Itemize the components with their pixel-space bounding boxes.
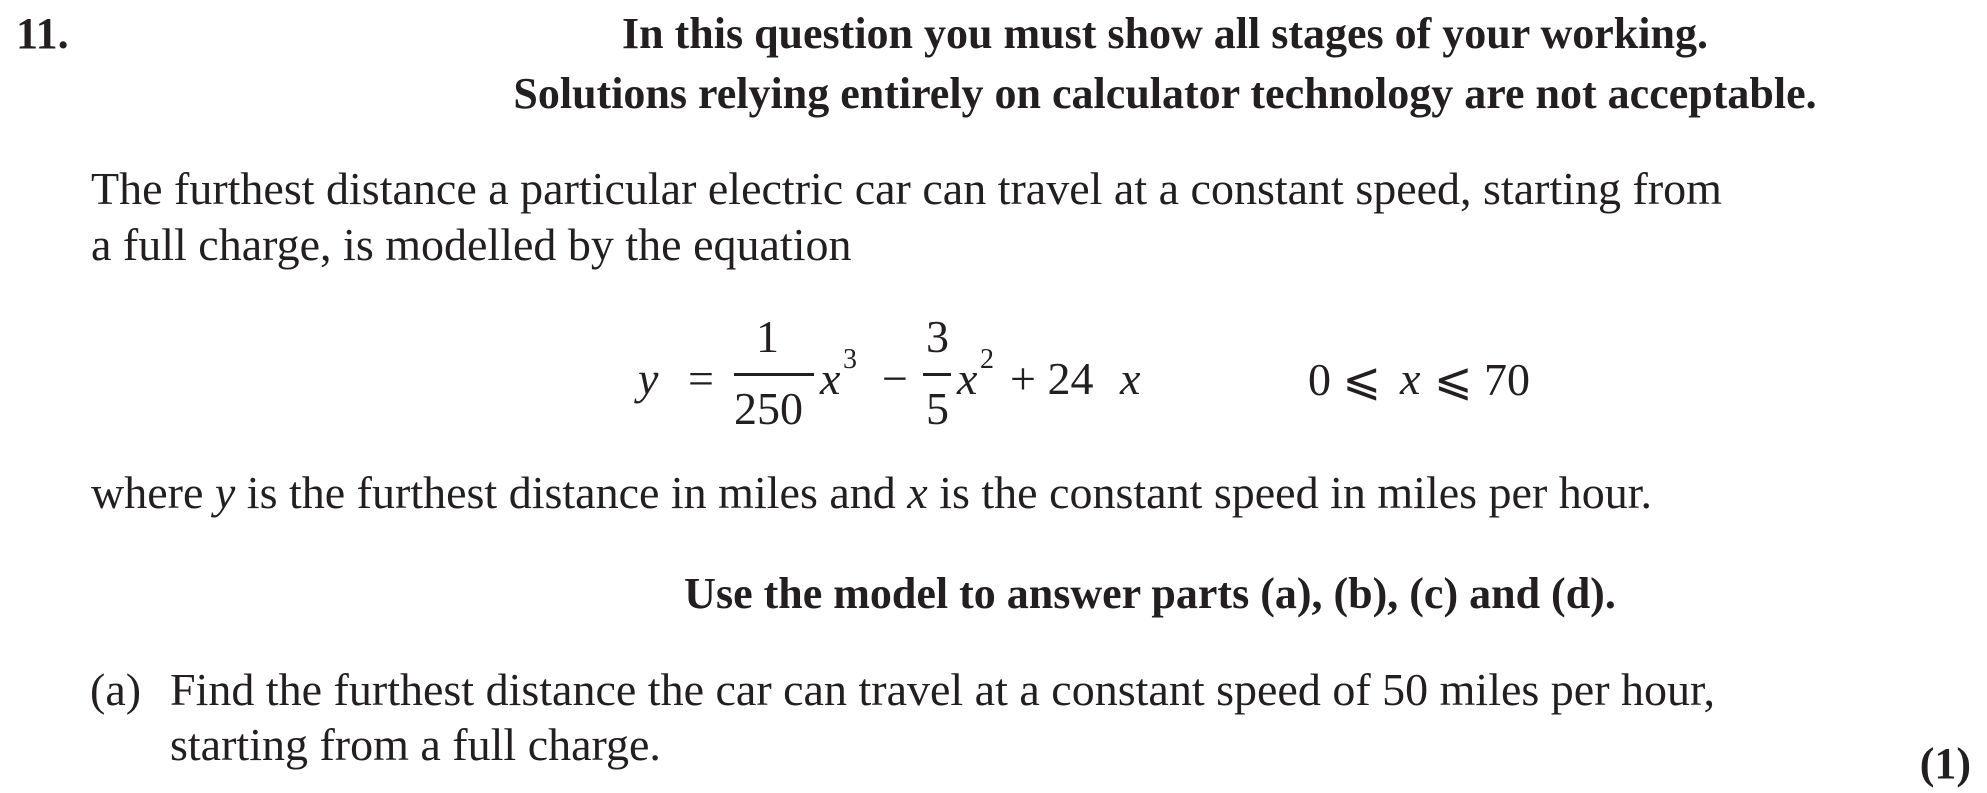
where-variable-x: x xyxy=(907,467,928,518)
equation-minus: − xyxy=(882,353,908,404)
instruction-line-1: In this question you must show all stages of your working. xyxy=(622,9,1708,58)
term-2-exponent: 2 xyxy=(980,344,994,375)
part-a-marks: (1) xyxy=(1919,739,1971,788)
part-a-line-2: starting from a full charge. xyxy=(170,719,661,770)
term-3-variable: x xyxy=(1120,353,1141,404)
model-equation xyxy=(0,310,1987,440)
intro-line-1: The furthest distance a particular electric car can travel at a constant speed, starting from xyxy=(91,163,1722,214)
fraction-1-bar xyxy=(734,373,814,376)
domain-left: 0 ⩽ xyxy=(1308,354,1382,405)
equation-lhs: y xyxy=(638,353,659,404)
use-model-instruction: Use the model to answer parts (a), (b), (c) and (d). xyxy=(684,569,1616,618)
part-a-label: (a) xyxy=(90,664,142,715)
equation-equals: = xyxy=(688,353,714,404)
term-1-variable: x xyxy=(820,353,841,404)
fraction-1-numerator: 1 xyxy=(756,311,779,362)
term-3-coefficient: + 24 xyxy=(1010,353,1094,404)
domain-variable: x xyxy=(1400,353,1421,404)
term-2-variable: x xyxy=(957,353,978,404)
fraction-2-denominator: 5 xyxy=(926,383,949,434)
term-1-exponent: 3 xyxy=(843,344,857,375)
domain-right: ⩽ 70 xyxy=(1434,354,1531,405)
where-text-1: where xyxy=(91,467,215,518)
where-text-2: is the furthest distance in miles and xyxy=(235,467,908,518)
question-number: 11. xyxy=(16,9,69,58)
fraction-2-bar xyxy=(923,373,951,376)
part-a-line-1: Find the furthest distance the car can travel at a constant speed of 50 miles per hour, xyxy=(170,664,1716,715)
intro-line-2: a full charge, is modelled by the equation xyxy=(91,219,852,270)
instruction-line-2: Solutions relying entirely on calculator technology are not acceptable. xyxy=(513,69,1817,118)
fraction-2-numerator: 3 xyxy=(926,311,949,362)
where-definition xyxy=(91,466,1652,519)
where-text-3: is the constant speed in miles per hour. xyxy=(927,467,1653,518)
where-variable-y: y xyxy=(214,467,236,518)
fraction-1-denominator: 250 xyxy=(734,383,803,434)
